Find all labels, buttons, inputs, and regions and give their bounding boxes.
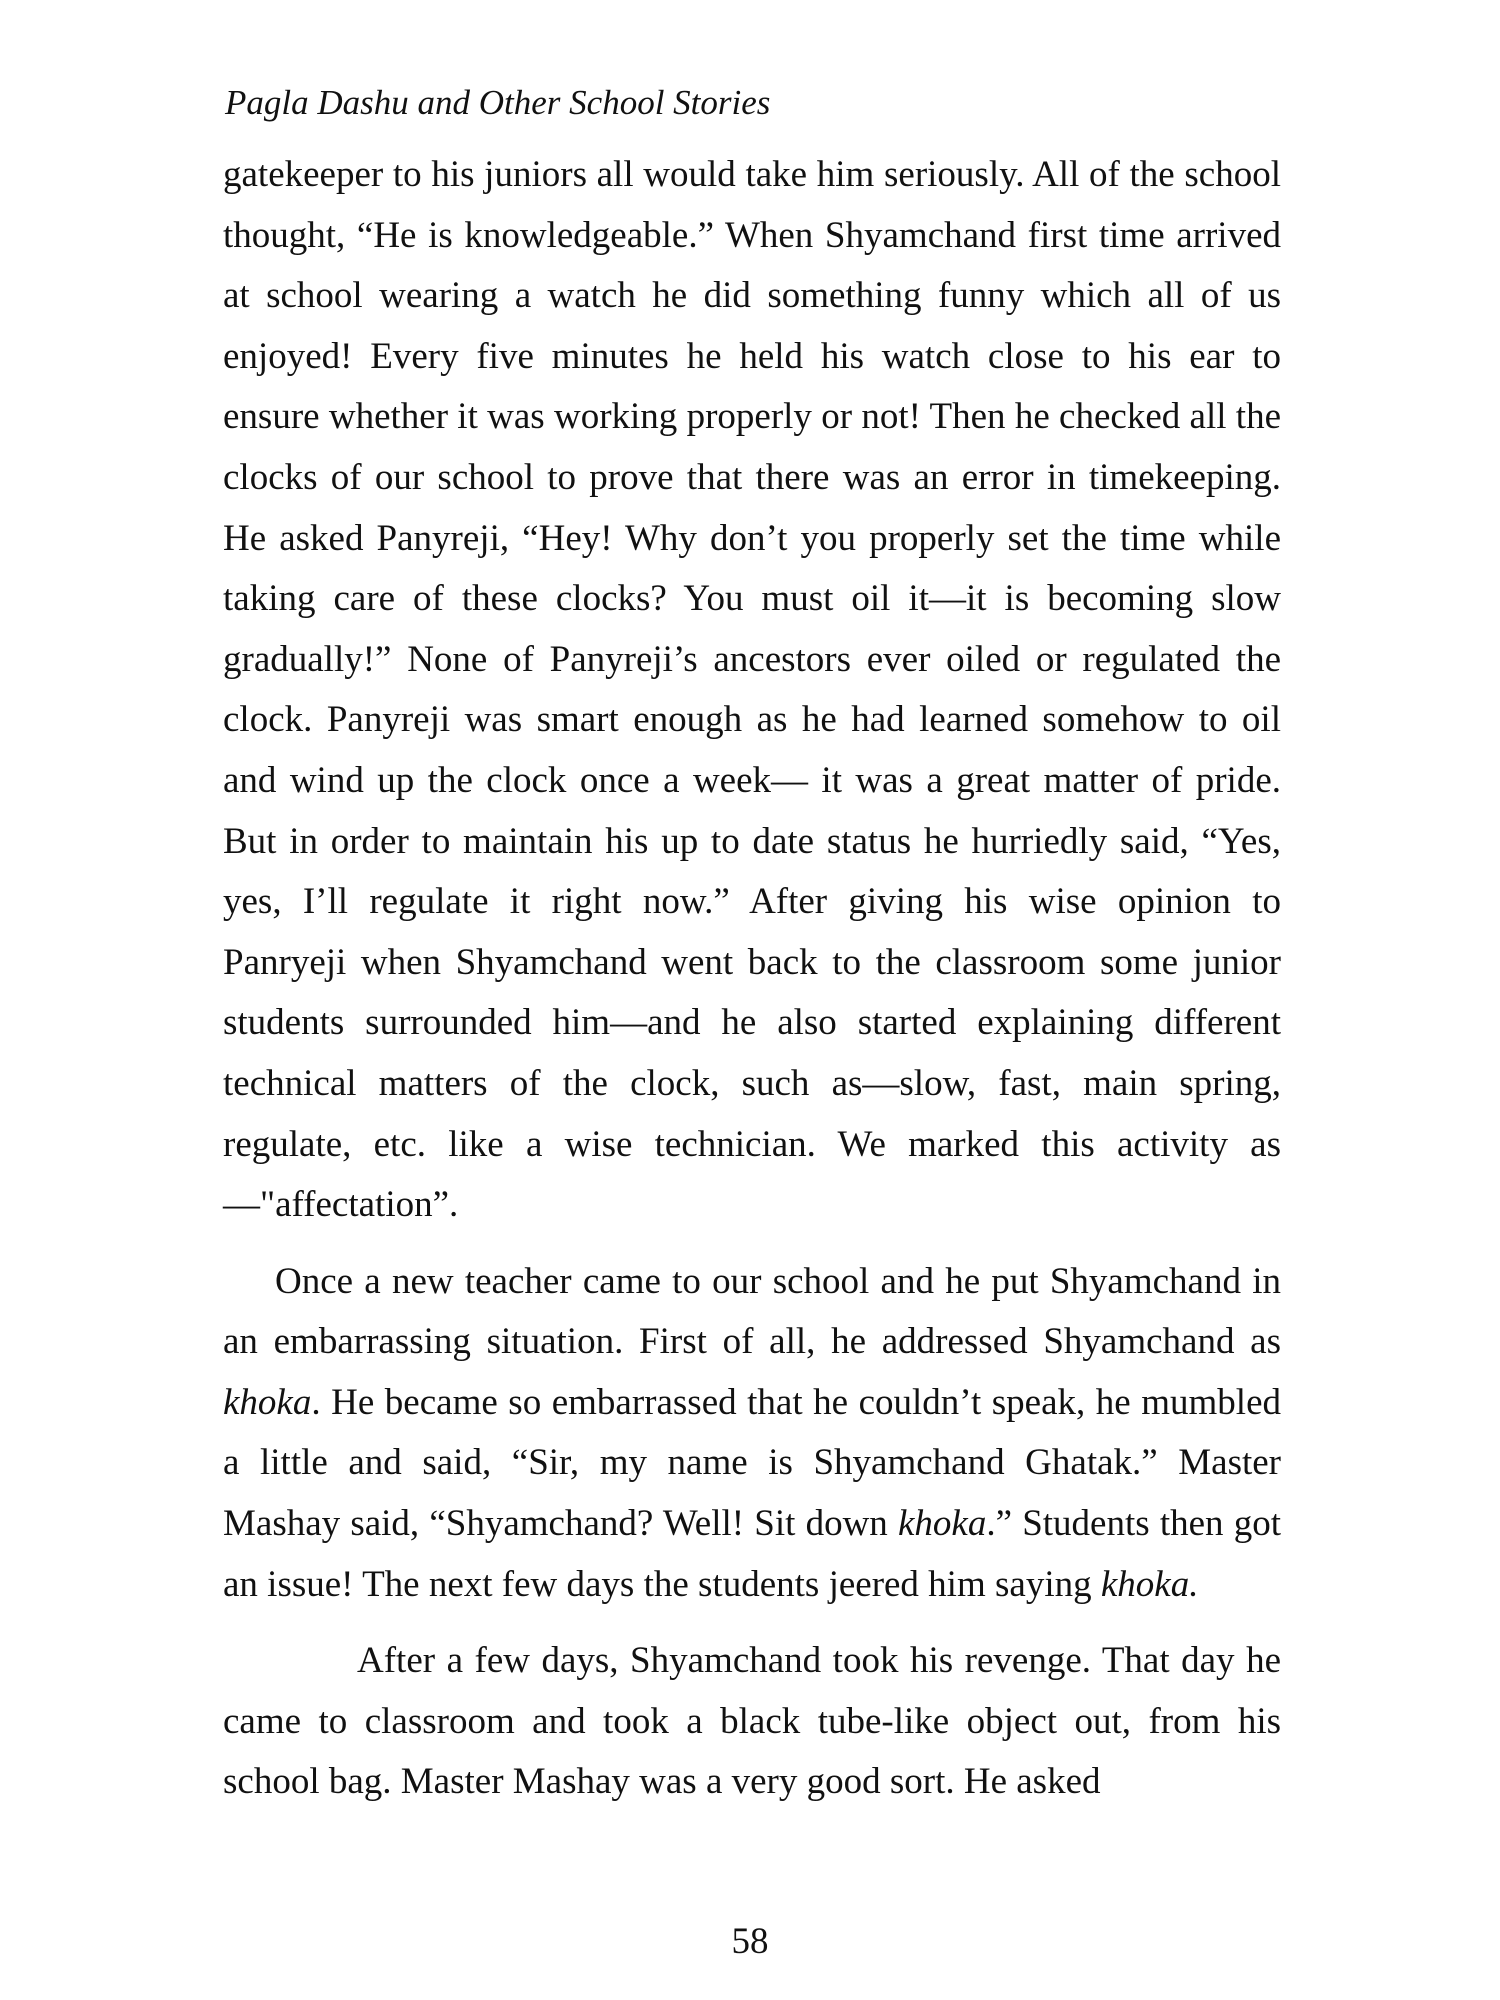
paragraph: [223, 1631, 1281, 1813]
italic-term: khoka: [223, 1381, 312, 1423]
text-run: gatekeeper to his juniors all would take him seriously. All of the school thought, “He is knowledgeable.” When Shyamchand first time arrived at school wearing a watch he did something funny which all of us enjoyed! Every five minutes he held his watch close to his ear to ensure whether it was working properly or not! Then he checked all the clocks of our school to prove that there was an error in timekeeping. He asked Panyreji, “Hey! Why don’t you properly set the time while taking care of these clocks? You must oil it—it is becoming slow gradually!” None of Panyreji’s ancestors ever oiled or regulated the clock. Panyreji was smart enough as he had learned somehow to oil and wind up the clock once a week— it was a great matter of pride. But in order to maintain his up to date status he hurriedly said, “Yes, yes, I’ll regulate it right now.” After giving his wise opinion to Panryeji when Shyamchand went back to the classroom some junior students surrounded him—and he also started explaining different technical matters of the clock, such as—slow, fast, main spring, regulate, etc. like a wise technician. We marked this activity as—"affectation”.: [223, 154, 1281, 1226]
text-run: After a few days, Shyamchand took his revenge. That day he came to classroom and took a black tube-like object out, from his school bag. Master Mashay was a very good sort. He asked: [223, 1640, 1281, 1803]
running-head: Pagla Dashu and Other School Stories: [225, 83, 771, 122]
text-run: . He became so embarrassed that he couldn’t speak, he mumbled a little and said, “Sir, my name is Shyamchand Ghatak.” Master Mashay said, “Shyamchand? Well! Sit down: [223, 1381, 1281, 1545]
body-text: [223, 145, 1281, 1813]
paragraph: [223, 145, 1281, 1236]
paragraph: [223, 1252, 1281, 1616]
text-run: Once a new teacher came to our school and he put Shyamchand in an embarrassing situation. First of all, he addressed Shyamchand as: [223, 1260, 1281, 1363]
text-run: .” Students then got an issue! The next few days the students jeered him saying: [223, 1503, 1281, 1605]
page-number: 58: [731, 1921, 769, 1962]
italic-term: khoka: [897, 1503, 987, 1545]
italic-term: khoka.: [1100, 1563, 1199, 1605]
